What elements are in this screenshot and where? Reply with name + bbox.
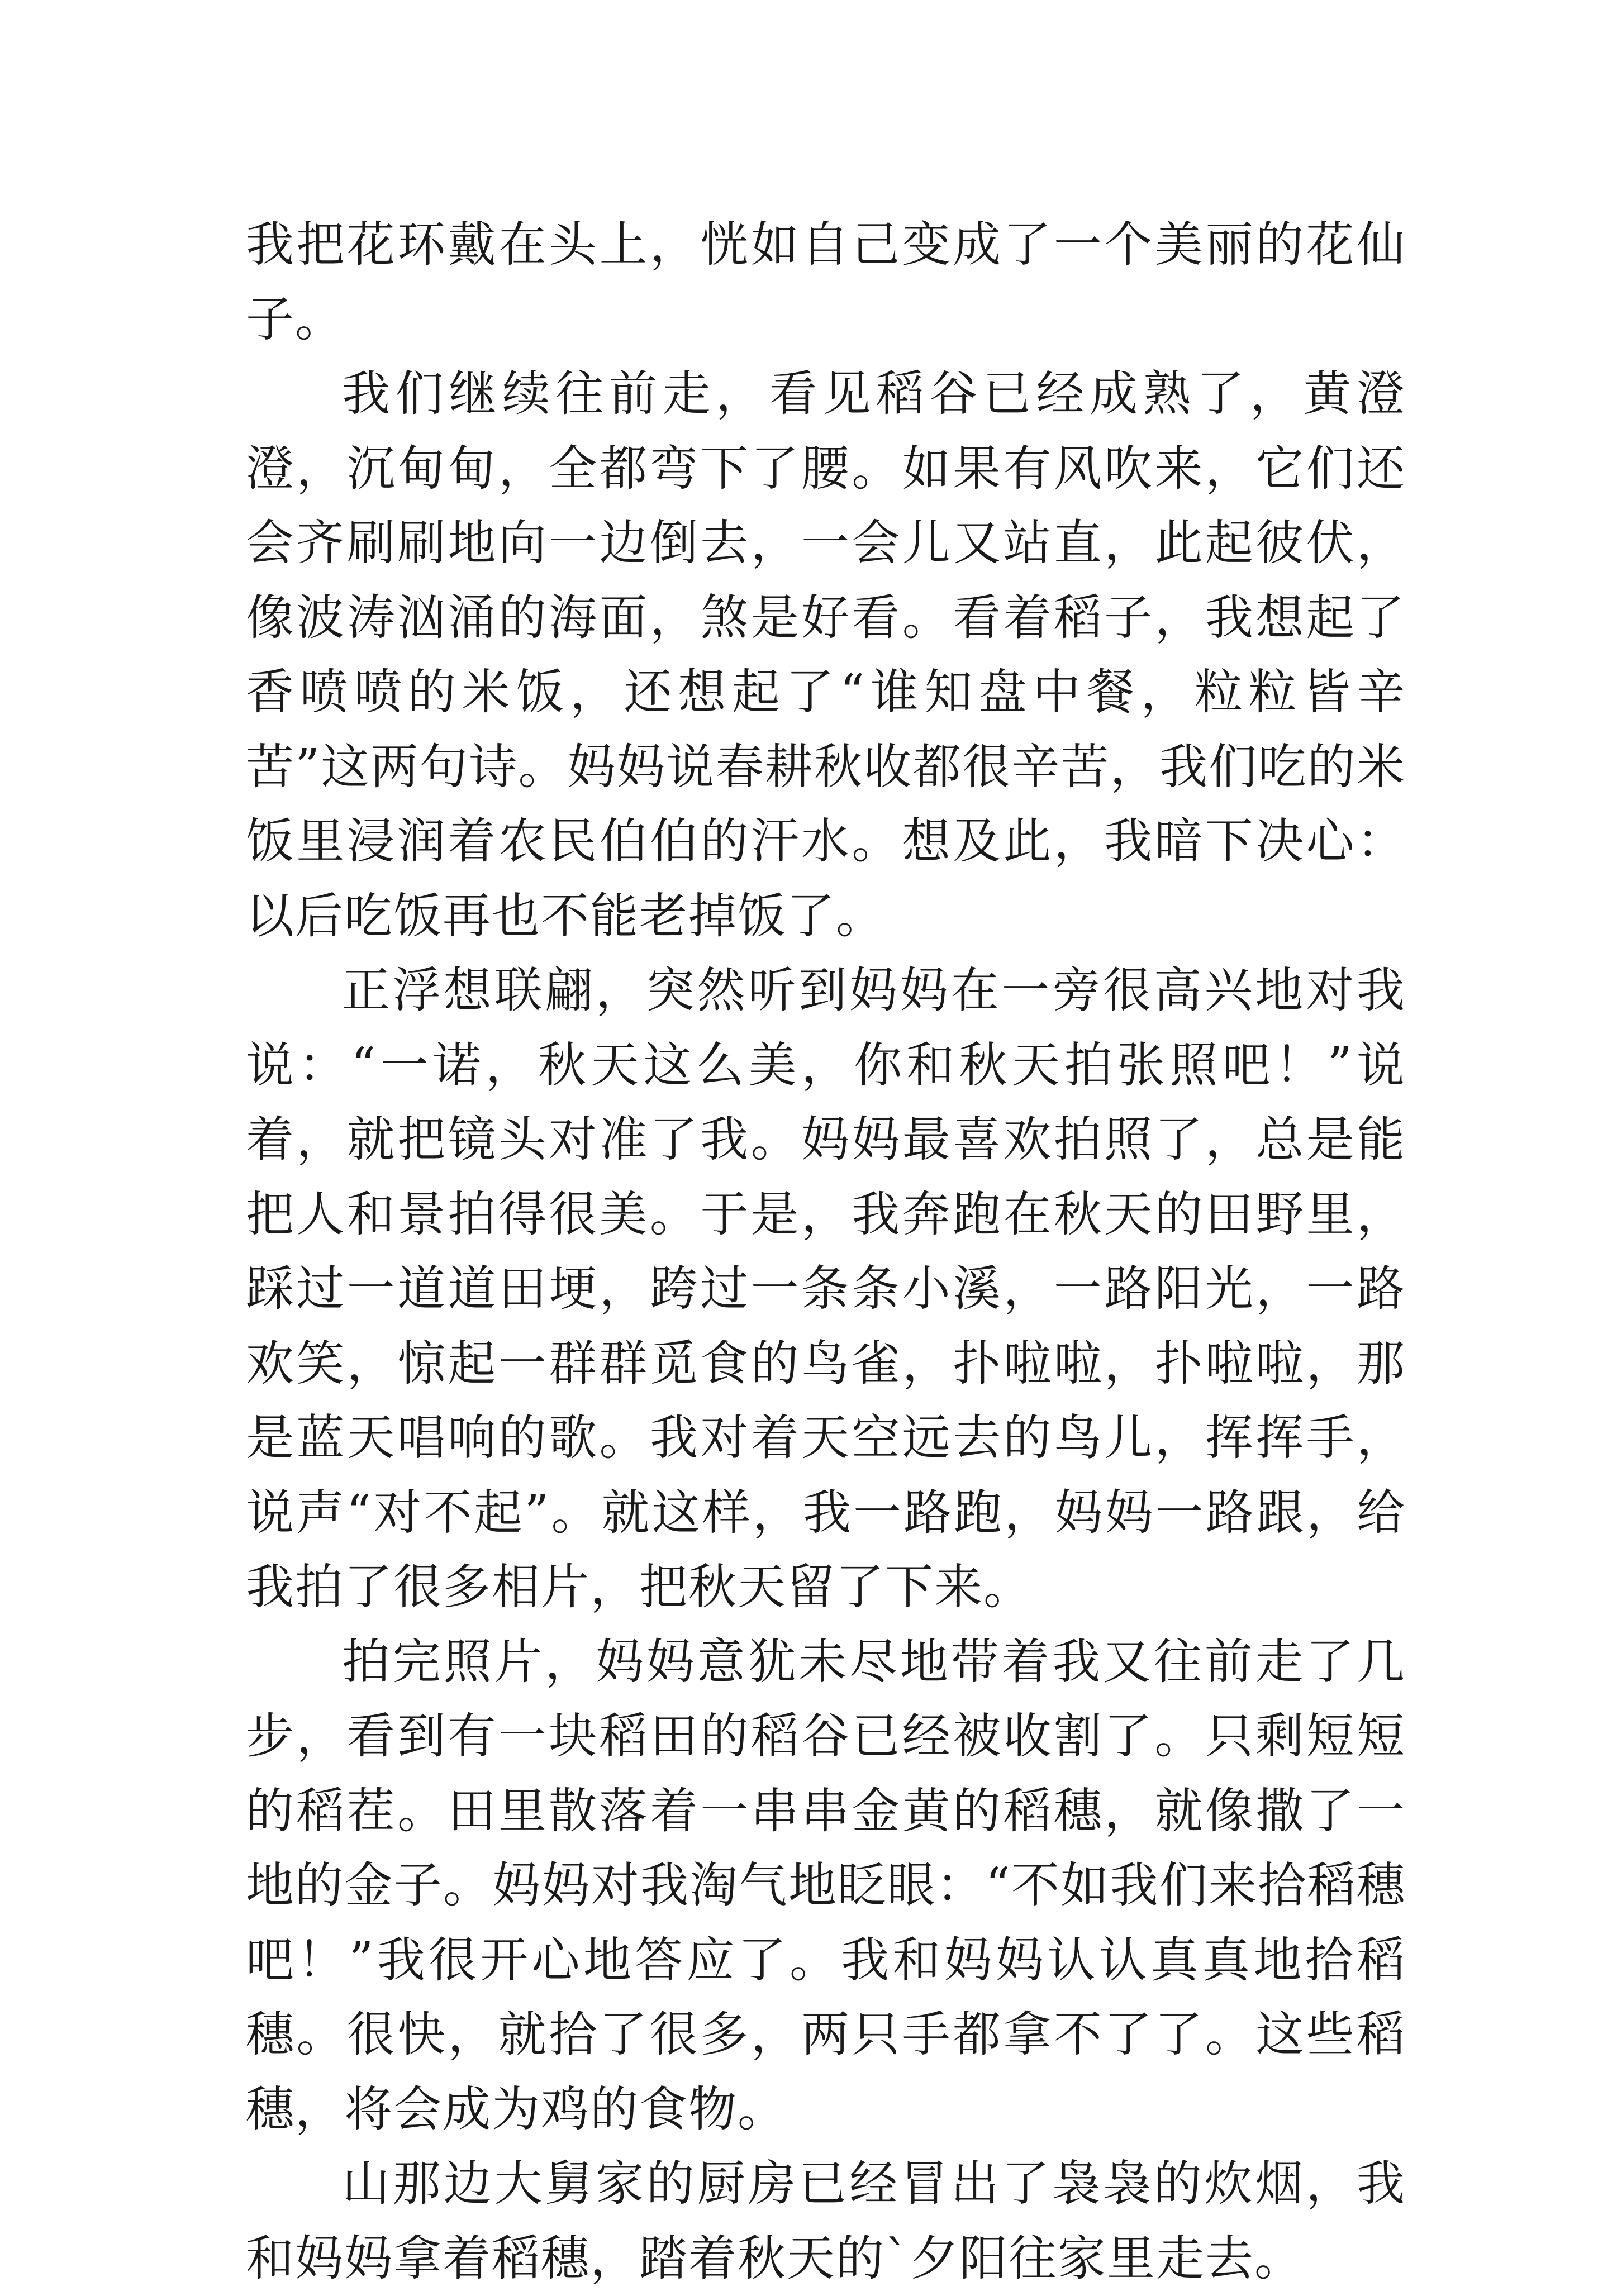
paragraph-3: 正浮想联翩，突然听到妈妈在一旁很高兴地对我说：“一诺，秋天这么美，你和秋天拍张照吧！”说着，就把镜头对准了我。妈妈最喜欢拍照了，总是能把人和景拍得很美。于是，我奔跑在秋天的田野里，踩过一道道田埂，跨过一条条小溪，一路阳光，一路欢笑，惊起一群群觅食的鸟雀，扑啦啦，扑啦啦，那是蓝天唱响的歌。我对着天空远去的鸟儿，挥挥手，说声“对不起”。就这样，我一路跑，妈妈一路跟，给我拍了很多相片，把秋天留了下来。 xyxy=(246,963,1406,1615)
paragraph-4: 拍完照片，妈妈意犹未尽地带着我又往前走了几步，看到有一块稻田的稻谷已经被收割了。只剩短短的稻茬。田里散落着一串串金黄的稻穗，就像撒了一地的金子。妈妈对我淘气地眨眼：“不如我们来拾稻穗吧！”我很开心地答应了。我和妈妈认认真真地拾稻穗。很快，就拾了很多，两只手都拿不了了。这些稻穗，将会成为鸡的食物。 xyxy=(246,1633,1406,2137)
paragraph-5: 山那边大舅家的厨房已经冒出了袅袅的炊烟，我和妈妈拿着稻穗，踏着秋天的`夕阳往家里走去。 xyxy=(246,2156,1406,2287)
paragraph-1: 我把花环戴在头上，恍如自己变成了一个美丽的花仙子。 xyxy=(246,217,1406,347)
article-body xyxy=(246,208,1406,2296)
paragraph-2: 我们继续往前走，看见稻谷已经成熟了，黄澄澄，沉甸甸，全都弯下了腰。如果有风吹来，它们还会齐刷刷地向一边倒去，一会儿又站直，此起彼伏，像波涛汹涌的海面，煞是好看。看着稻子，我想起了香喷喷的米饭，还想起了“谁知盘中餐，粒粒皆辛苦”这两句诗。妈妈说春耕秋收都很辛苦，我们吃的米饭里浸润着农民伯伯的汗水。想及此，我暗下决心：以后吃饭再也不能老掉饭了。 xyxy=(246,366,1406,944)
